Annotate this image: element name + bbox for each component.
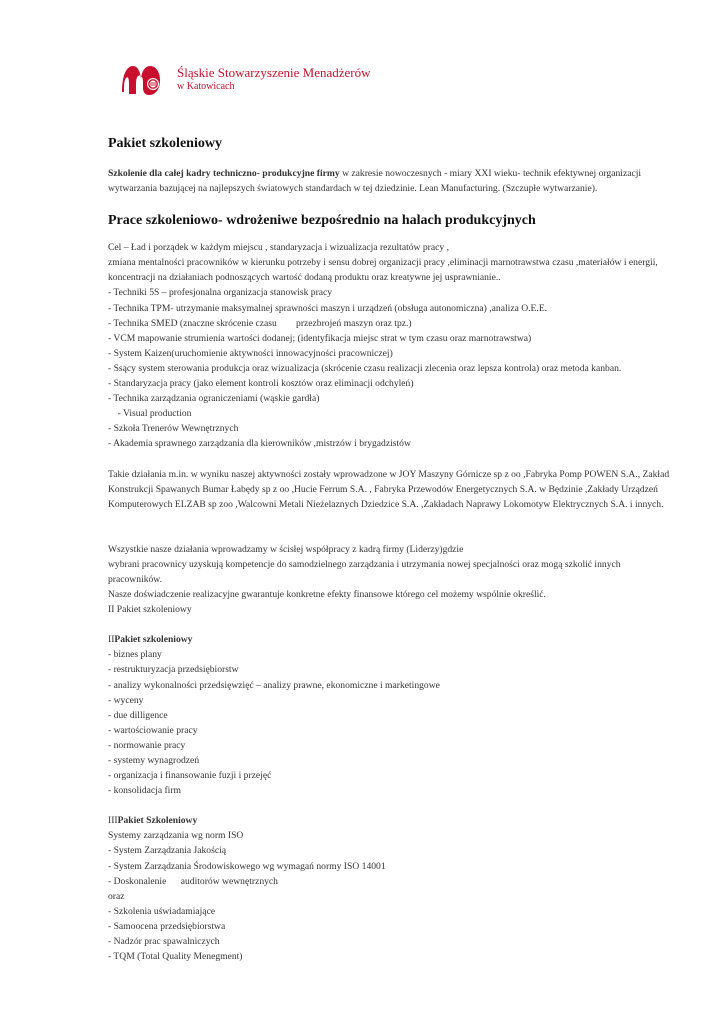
list-item: - System Zarządzania Jakością [108,845,227,857]
list-item: - Nadzór prac spawalniczych [108,936,220,948]
list-line: - Technika TPM- utrzymanie maksymalnej sprawności maszyn i urządzeń (obsługa autonomiczna) ,analiza O.E.E. [108,302,548,314]
list-item: - restrukturyzacja przedsiębiorstw [108,664,239,676]
package-iii-heading [108,813,673,828]
cooperation-paragraph [108,542,673,617]
list-item: - wartościowanie pracy [108,724,198,736]
intro-text: w zakresie nowoczesnych - miary XXI wieku- technik efektywnej organizacji wytwarzania bazującej na najlepszych światowych standardach w tej dziedzinie. Lean Manufacturing. (Szczupłe wytwarzanie). [108,168,642,195]
package-ii-list [108,647,673,798]
clients-paragraph: Takie działania m.in. w wyniku naszej aktywności zostały wprowadzone w JOY Maszyny Górnicze sp z oo ,Fabryka Pomp POWEN S.A., Zakład Konstrukcji Spawanych Bumar Łabędy sp z oo ,Hucie Ferrum S.A. , Fabryka Przewodów Energetycznych S.A. w Będzinie ,Zakłady Urządzeń Komputerowych ELZAB sp zoo ,Walcowni Metali Nieżelaznych Dziedzice S.A. ,Zakładach Naprawy Lokomotyw Elektrycznych S.A. i innych. [108,468,670,510]
list-line: - Ssący system sterowania produkcja oraz wizualizacja (skrócenie czasu realizacji zlecenia oraz lepsza kontrola) oraz metoda kanban. [108,362,622,374]
list-item: - Samoocena przedsiębiorstwa [108,920,226,932]
list-item: - biznes plany [108,649,162,661]
list-item: - Doskonalenie auditorów wewnętrznych [108,875,278,887]
list-line: - Technika SMED (znaczne skrócenie czasu przezbrojeń maszyn oraz tpz.) [108,317,412,329]
list-line: - Techniki 5S – profesjonalna organizacja stanowisk pracy [108,287,333,299]
lean-techniques-list [108,240,673,451]
list-item: - TQM (Total Quality Menegment) [108,951,243,963]
list-item: - Szkolenia uświadamiające [108,905,216,917]
list-item: oraz [108,890,125,902]
list-line: zmiana mentalności pracowników w kierunku potrzeby i sensu dobrej organizacji pracy ,eliminacji marnotrawstwa czasu ,materiałów i energii, koncentracji na działaniach podnoszących wartość dodaną produktu oraz kreatywne jej usprawnianie.. [108,257,658,284]
list-item: - wyceny [108,694,144,706]
package-iii-prefix: III [108,815,118,827]
list-item: - konsolidacja firm [108,785,181,797]
org-name-line2: w Katowicach [177,81,235,92]
intro-paragraph [108,166,673,196]
document-body [108,135,673,964]
org-name-line1: Śląskie Stowarzyszenie Menadżerów [177,65,371,80]
list-item: Systemy zarządzania wg norm ISO [108,830,244,842]
list-line: - Visual production [108,408,192,420]
text-line: II Pakiet szkoleniowy [108,604,192,616]
package-iii-title: Pakiet Szkoleniowy [117,815,198,827]
ssm-logo-icon [120,62,166,98]
list-item: - organizacja i finansowanie fuzji i przejęć [108,770,272,782]
list-item: - analizy wykonalności przedsięwzięć – analizy prawne, ekonomiczne i marketingowe [108,679,440,691]
text-line: wybrani pracownicy uzyskują kompetencje do samodzielnego zarządzania i utrzymania nowej specjalności oraz mogą szkolić innych pracowników. [108,558,621,585]
list-line: - VCM mapowanie strumienia wartości dodanej; (identyfikacja miejsc strat w tym czasu oraz marnotrawstwa) [108,332,532,344]
org-name [177,65,371,93]
package-iii-list [108,828,673,964]
header [120,62,380,102]
text-line: Nasze doświadczenie realizacyjne gwarantuje konkretne efekty finansowe którego cel możemy wspólnie określić. [108,589,546,601]
list-line: - System Kaizen(uruchomienie aktywności innowacyjności pracowniczej) [108,347,393,359]
package-ii-prefix: II [108,634,115,646]
list-line: Cel – Ład i porządek w każdym miejscu , standaryzacja i wizualizacja rezultatów pracy , [108,242,449,254]
list-line: - Akademia sprawnego zarządzania dla kierowników ,mistrzów i brygadzistów [108,438,411,450]
section-title-training-package: Pakiet szkoleniowy [108,136,222,151]
list-item: - System Zarządzania Środowiskowego wg wymagań normy ISO 14001 [108,860,386,872]
text-line: Wszystkie nasze działania wprowadzamy w ścisłej współpracy z kadrą firmy (Liderzy)gdzie [108,543,464,555]
package-ii-title: Pakiet szkoleniowy [114,634,193,646]
package-ii-heading [108,632,673,647]
section-title-shopfloor-training: Prace szkoleniowo- wdrożeniwe bezpośrednio na halach produkcyjnych [108,213,536,229]
list-line: - Standaryzacja pracy (jako element kontroli kosztów oraz eliminacji odchyleń) [108,378,414,390]
list-item: - normowanie pracy [108,739,186,751]
intro-bold-lead: Szkolenie dla całej kadry techniczno- produkcyjne firmy [108,168,340,179]
list-item: - due dilligence [108,709,168,721]
list-item: - systemy wynagrodzeń [108,755,200,766]
list-line: - Szkoła Trenerów Wewnętrznych [108,423,239,435]
list-line: - Technika zarządzania ograniczeniami (wąskie gardła) [108,393,320,405]
